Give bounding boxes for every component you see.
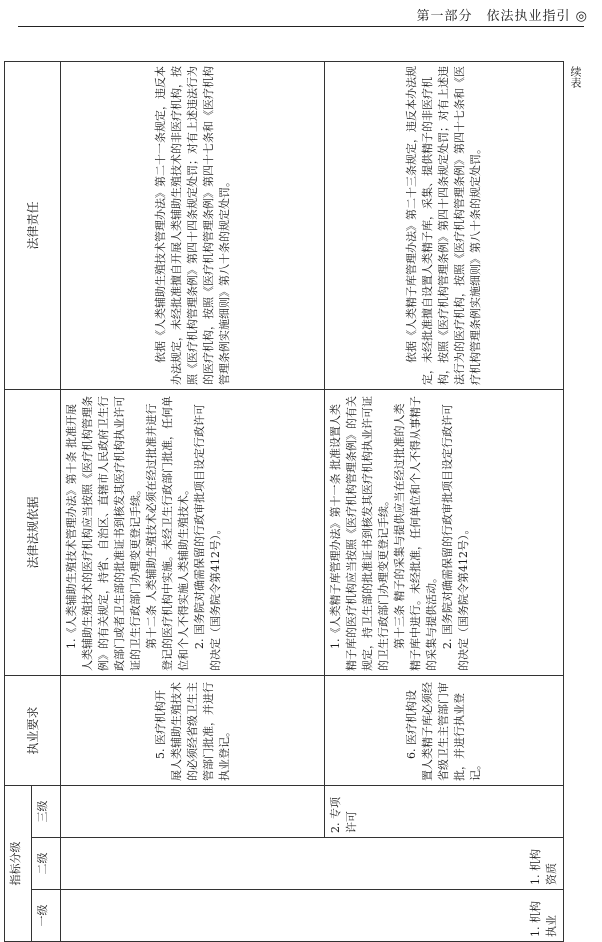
- basis-cell: [325, 389, 564, 675]
- level2-header: 二级: [32, 838, 61, 890]
- running-title: 第一部分 依法执业指引 ◎: [416, 9, 588, 24]
- requirement-cell: [61, 675, 325, 785]
- basis-paragraph: 1.《人类辅助生殖技术管理办法》第十条 批准开展人类辅助生殖技术的医疗机构应当按照《医疗机构管理条例》的有关规定，持省、自治区、直辖市人民政府卫生行政部门或者卫生部的批准证书到核发其医疗机构执业许可证的卫生行政部门办理变更登记手续。: [65, 395, 142, 671]
- basis-cell: [61, 389, 325, 675]
- indicator-group-header: 指标分级: [5, 785, 32, 941]
- table-row: [61, 61, 325, 941]
- level3-category-empty: [61, 785, 325, 837]
- requirement-text: 5. 医疗机构开展人类辅助生殖技术的必须经省级卫生主管部门批准，并进行执业登记。: [153, 681, 231, 781]
- basis-paragraph: 第十三条 精子的采集与提供应当在经过批准的人类精子库中进行。未经批准，任何单位和个人不得从事精子的采集与提供活动。: [393, 395, 439, 671]
- level3-category: 2. 专项许可: [325, 785, 564, 837]
- level1-category: 1. 机构执业: [61, 890, 564, 942]
- basis-paragraph: 2. 国务院对确需保留的行政审批项目设定行政许可的决定（国务院令第412号）。: [441, 403, 471, 671]
- basis-header: 法律法规依据: [5, 389, 61, 675]
- liability-text: 依据《人类精子库管理办法》第二十三条规定，违反本办法规定，未经批准擅自设置人类精子库，采集、提供精子的非医疗机构，按照《医疗机构管理条例》第四十四条规定处罚；对有上述违法行为的医疗机构，按照《医疗机构管理条例》第四十七条和《医疗机构管理条例实施细则》第八十条的规定处罚。: [405, 65, 483, 385]
- continued-label: 续表: [569, 66, 582, 88]
- requirement-cell: [325, 675, 564, 785]
- liability-header: 法律责任: [5, 61, 61, 389]
- liability-text: 依据《人类辅助生殖技术管理办法》第二十一条规定，违反本办法规定，未经批准擅自开展人类辅助生殖技术的非医疗机构，按照《医疗机构管理条例》第四十四条规定处罚；对有上述违法行为的医疗机构，按照《医疗机构管理条例》第四十七条和《医疗机构管理条例实施细则》第八十条的规定处罚。: [153, 65, 231, 385]
- compliance-table: [4, 61, 564, 942]
- basis-paragraph: 2. 国务院对确需保留的行政审批项目设定行政许可的决定（国务院令第412号）。: [193, 403, 222, 671]
- rotated-table-frame: [4, 0, 564, 942]
- basis-paragraph: 1.《人类精子库管理办法》第十一条 批准设置人类精子库的医疗机构应当按照《医疗机构管理条例》的有关规定，持卫生部的批准证书到核发其医疗机构执业许可证的卫生行政部门办理变更登记手续。: [329, 395, 391, 671]
- table-row: [325, 61, 564, 941]
- level3-header: 三级: [32, 785, 61, 837]
- level2-category: 1. 机构资质: [61, 838, 564, 890]
- rotated-table-wrapper: [4, 58, 602, 937]
- level1-header: 一级: [32, 890, 61, 942]
- requirement-text: 6. 医疗机构设置人类精子库必须经省级卫生主管部门审批，并进行执业登记。: [405, 681, 483, 781]
- liability-cell: [61, 61, 325, 389]
- basis-paragraph: 第十二条 人类辅助生殖技术必须在经过批准并进行登记的医疗机构中实施。未经卫生行政部门批准，任何单位和个人不得实施人类辅助生殖技术。: [145, 395, 190, 671]
- liability-cell: [325, 61, 564, 389]
- requirement-header: 执业要求: [5, 675, 61, 785]
